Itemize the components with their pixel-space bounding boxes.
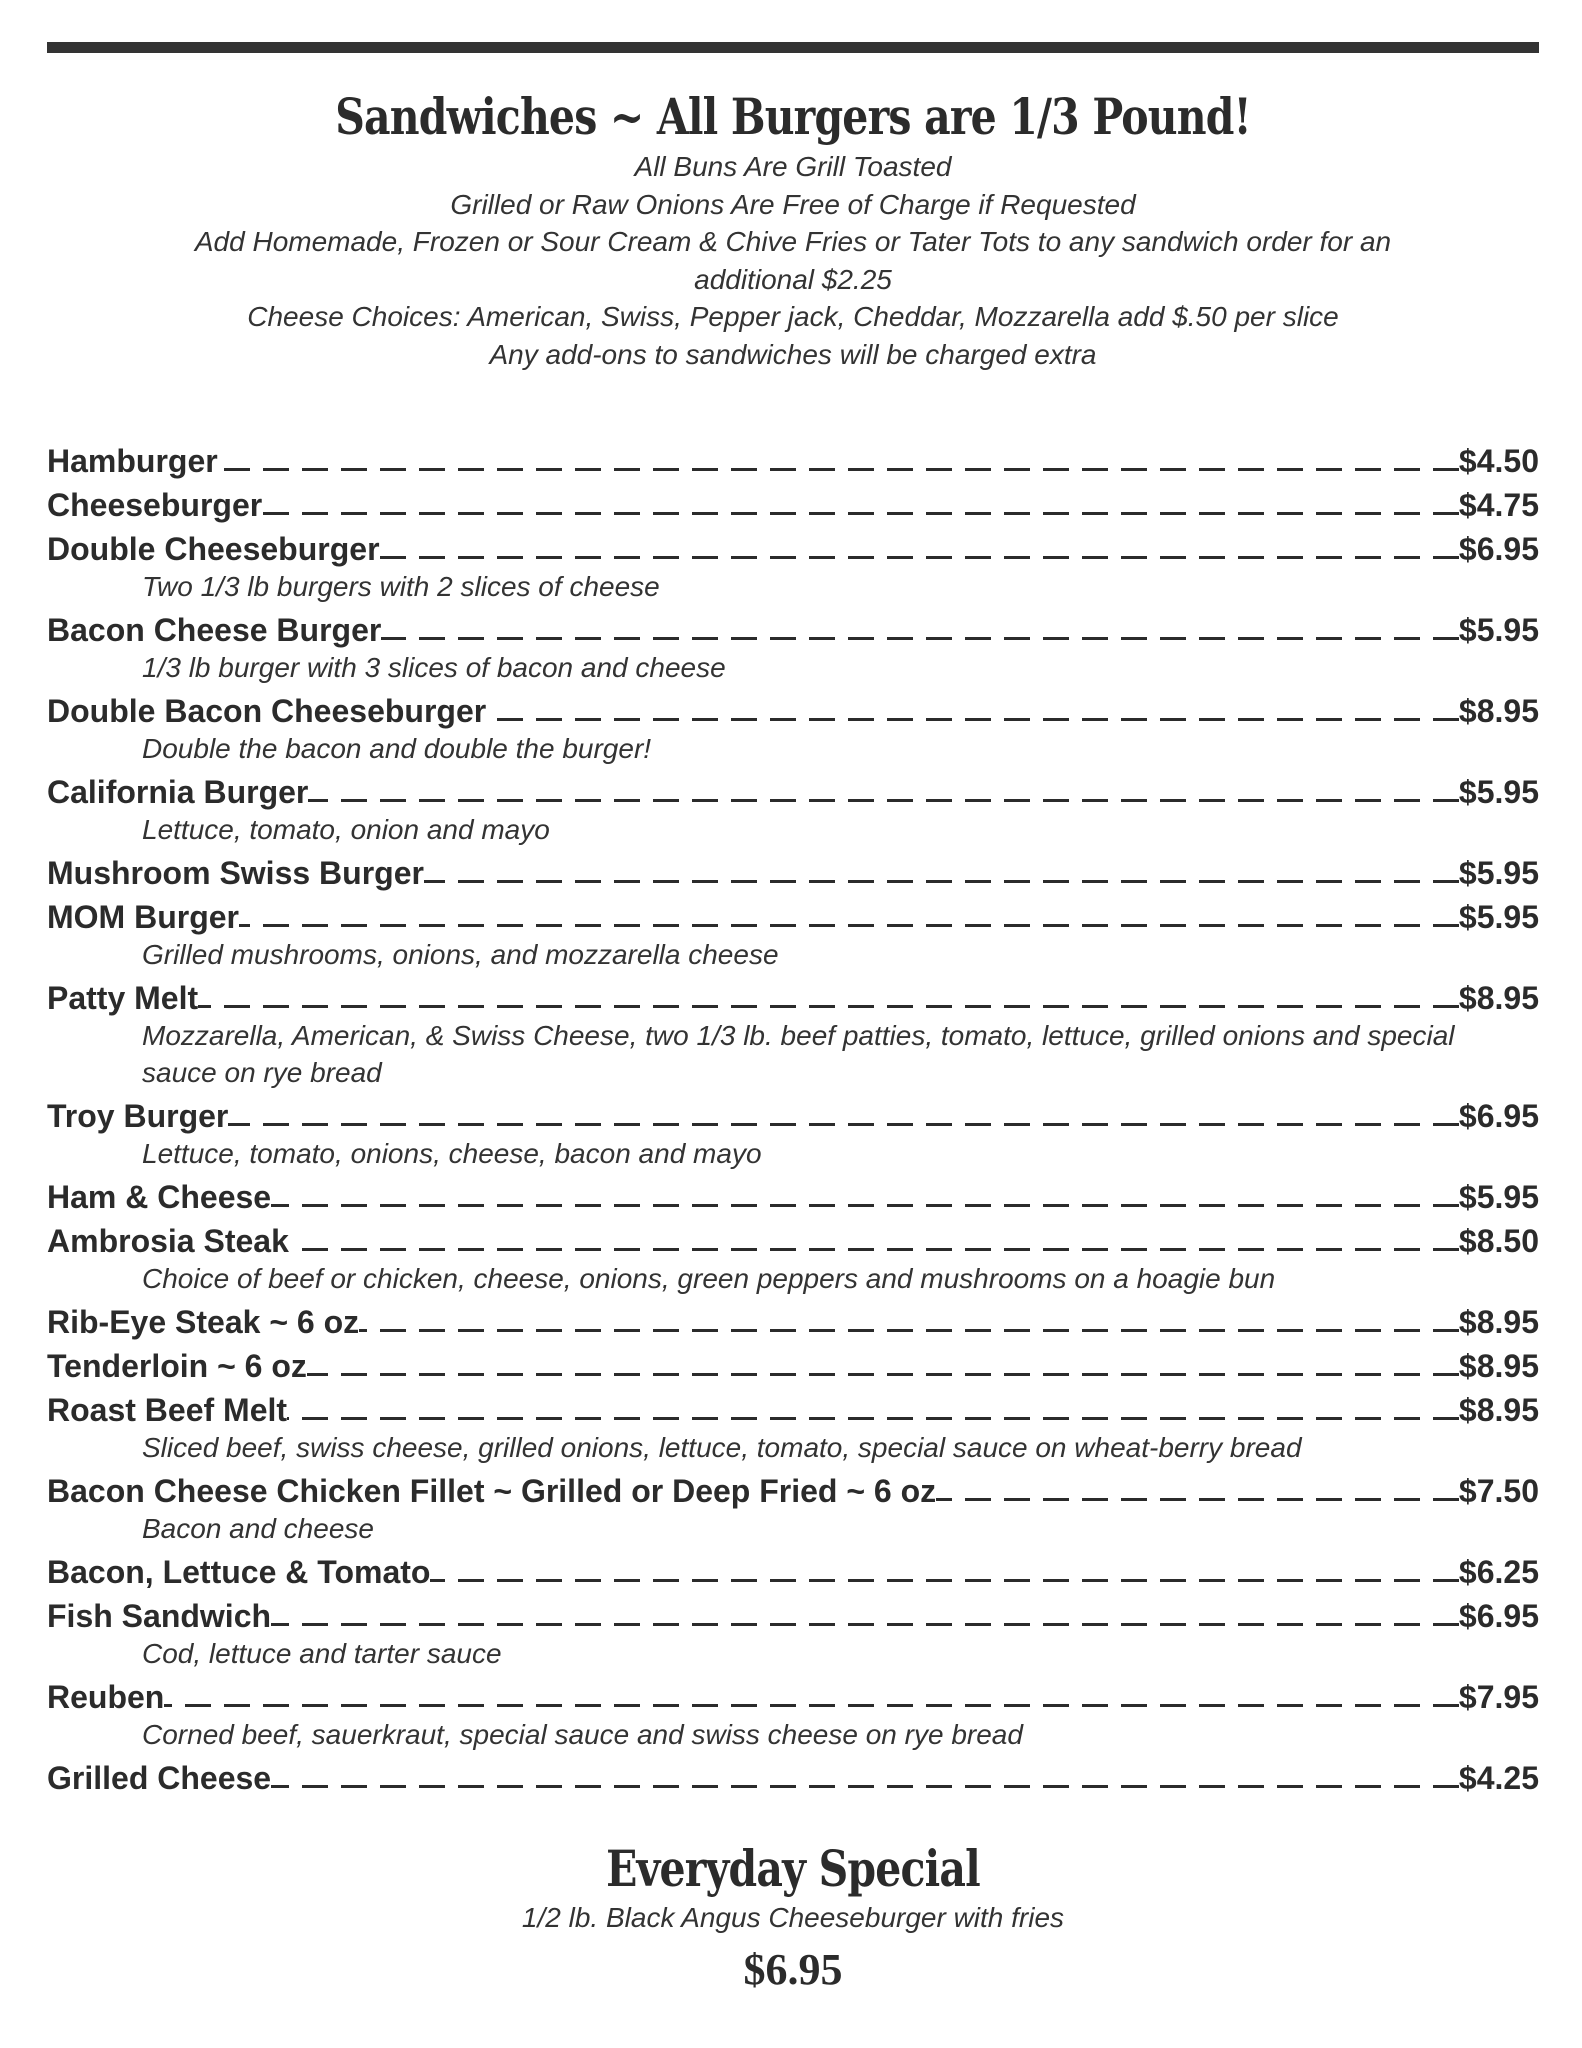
menu-item-price: $4.75 [1458, 487, 1539, 523]
menu-item-description: Two 1/3 lb burgers with 2 slices of cheese [142, 571, 660, 602]
menu-item-name: Fish Sandwich [47, 1598, 272, 1634]
menu-item-price: $8.95 [1458, 1392, 1539, 1428]
menu-item-name: Roast Beef Melt [47, 1392, 288, 1428]
menu-item-row [47, 1385, 1539, 1429]
dotted-leader [239, 924, 1459, 927]
menu-item-price: $5.95 [1458, 855, 1539, 891]
menu-item-description: Grilled mushrooms, onions, and mozzarella cheese [142, 939, 779, 970]
top-rule [47, 42, 1539, 53]
menu-item-name: Troy Burger [47, 1098, 229, 1134]
dotted-leader [308, 799, 1459, 802]
menu-item-description: Mozzarella, American, & Swiss Cheese, two 1/3 lb. beef patties, tomato, lettuce, grilled onions and special sauce on rye bread [142, 1020, 1455, 1088]
menu-item-description: Lettuce, tomato, onions, cheese, bacon and mayo [142, 1138, 762, 1169]
menu-item-price: $8.95 [1458, 980, 1539, 1016]
everyday-special [47, 1838, 1539, 2000]
menu-item-row [47, 686, 1539, 730]
dotted-leader [430, 1579, 1458, 1582]
menu-item-price: $7.95 [1458, 1679, 1539, 1715]
menu-item [47, 480, 1539, 524]
menu-item-price: $6.25 [1458, 1554, 1539, 1590]
menu-list [47, 436, 1539, 1797]
menu-item-name: California Burger [47, 774, 309, 810]
menu-item [47, 1672, 1539, 1753]
menu-item-row [47, 1341, 1539, 1385]
menu-item-row [47, 1172, 1539, 1216]
menu-item-name: MOM Burger [47, 899, 239, 935]
header-notes [47, 148, 1539, 373]
dotted-leader [164, 1704, 1459, 1707]
menu-item-price: $4.50 [1458, 443, 1539, 479]
menu-item [47, 892, 1539, 973]
menu-item-price: $8.50 [1458, 1223, 1539, 1259]
note-buns: All Buns Are Grill Toasted [634, 151, 952, 182]
menu-item [47, 1466, 1539, 1547]
menu-header [47, 86, 1539, 373]
menu-item-description: Cod, lettuce and tarter sauce [142, 1638, 502, 1669]
menu-item-description: Choice of beef or chicken, cheese, onions, green peppers and mushrooms on a hoagie bun [142, 1263, 1276, 1294]
menu-item [47, 524, 1539, 605]
dotted-leader [307, 1373, 1459, 1376]
dotted-leader [218, 468, 1459, 471]
menu-item-price: $6.95 [1458, 1098, 1539, 1134]
menu-item-description: Bacon and cheese [142, 1513, 374, 1544]
menu-item [47, 1341, 1539, 1385]
menu-item-row [47, 1091, 1539, 1135]
menu-item-price: $8.95 [1458, 1304, 1539, 1340]
menu-item-row [47, 767, 1539, 811]
menu-item-row [47, 1297, 1539, 1341]
dotted-leader [936, 1498, 1459, 1501]
menu-item-price: $8.95 [1458, 1348, 1539, 1384]
menu-item-name: Ham & Cheese [47, 1179, 272, 1215]
special-description: 1/2 lb. Black Angus Cheeseburger with fries [521, 1902, 1065, 1933]
menu-item-price: $6.95 [1458, 531, 1539, 567]
menu-item-name: Hamburger [47, 443, 218, 479]
menu-item-name: Grilled Cheese [47, 1760, 272, 1796]
special-price: $6.95 [743, 1945, 843, 1994]
menu-item-price: $5.95 [1458, 1179, 1539, 1215]
menu-item-row [47, 1466, 1539, 1510]
menu-item-name: Bacon Cheese Burger [47, 612, 382, 648]
dotted-leader [381, 637, 1459, 640]
menu-item-price: $7.50 [1458, 1473, 1539, 1509]
dotted-leader [228, 1123, 1459, 1126]
menu-item-name: Rib-Eye Steak ~ 6 oz [47, 1304, 360, 1340]
menu-item-price: $5.95 [1458, 612, 1539, 648]
dotted-leader [271, 1623, 1459, 1626]
note-onions: Grilled or Raw Onions Are Free of Charge if Requested [450, 188, 1136, 220]
dotted-leader [486, 718, 1459, 721]
menu-item [47, 973, 1539, 1091]
dotted-leader [262, 512, 1459, 515]
menu-item-row [47, 436, 1539, 480]
menu-item [47, 1547, 1539, 1591]
menu-item-name: Bacon, Lettuce & Tomato [47, 1554, 431, 1590]
menu-item [47, 1091, 1539, 1172]
dotted-leader [359, 1329, 1459, 1332]
menu-item-name: Reuben [47, 1679, 165, 1715]
menu-item-description: 1/3 lb burger with 3 slices of bacon and cheese [142, 652, 726, 683]
note-addons: Any add-ons to sandwiches will be charged extra [489, 338, 1097, 370]
menu-item-row [47, 1753, 1539, 1797]
menu-item-row [47, 973, 1539, 1017]
menu-item-price: $8.95 [1458, 693, 1539, 729]
dotted-leader [198, 1005, 1459, 1008]
menu-item [47, 1216, 1539, 1297]
dotted-leader [287, 1417, 1459, 1420]
menu-item [47, 1172, 1539, 1216]
menu-item-name: Patty Melt [47, 980, 199, 1016]
dotted-leader [424, 880, 1459, 883]
menu-item [47, 1591, 1539, 1672]
menu-item-row [47, 1672, 1539, 1716]
menu-item-price: $6.95 [1458, 1598, 1539, 1634]
menu-item-name: Bacon Cheese Chicken Fillet ~ Grilled or Deep Fried ~ 6 oz [47, 1473, 937, 1509]
menu-item-price: $5.95 [1458, 899, 1539, 935]
menu-item-name: Cheeseburger [47, 487, 263, 523]
special-title: Everyday Special [606, 1839, 980, 1898]
note-fries-price: additional $2.25 [694, 263, 892, 295]
menu-item-row [47, 1591, 1539, 1635]
dotted-leader [271, 1785, 1459, 1788]
note-cheese: Cheese Choices: American, Swiss, Pepper jack, Cheddar, Mozzarella add $.50 per slice [247, 301, 1339, 332]
menu-item-row [47, 480, 1539, 524]
menu-item-price: $5.95 [1458, 774, 1539, 810]
menu-item-name: Double Cheeseburger [47, 531, 380, 567]
menu-item [47, 1385, 1539, 1466]
menu-item-name: Double Bacon Cheeseburger [47, 693, 487, 729]
menu-item-row [47, 605, 1539, 649]
menu-item-name: Ambrosia Steak [47, 1223, 289, 1259]
menu-item [47, 436, 1539, 480]
menu-item [47, 1753, 1539, 1797]
menu-item [47, 1297, 1539, 1341]
dotted-leader [271, 1204, 1459, 1207]
menu-item-description: Corned beef, sauerkraut, special sauce and swiss cheese on rye bread [142, 1719, 1023, 1750]
menu-item-description: Sliced beef, swiss cheese, grilled onions, lettuce, tomato, special sauce on wheat-berry bread [142, 1432, 1302, 1463]
menu-item-price: $4.25 [1458, 1760, 1539, 1796]
menu-item-description: Lettuce, tomato, onion and mayo [142, 814, 550, 845]
menu-item-row [47, 1216, 1539, 1260]
menu-item [47, 605, 1539, 686]
menu-item [47, 686, 1539, 767]
page-title: Sandwiches ~ All Burgers are 1/3 Pound! [335, 87, 1251, 146]
menu-item-description: Double the bacon and double the burger! [142, 733, 652, 764]
menu-item-name: Mushroom Swiss Burger [47, 855, 424, 891]
dotted-leader [289, 1248, 1459, 1251]
menu-item-row [47, 1547, 1539, 1591]
menu-item-row [47, 892, 1539, 936]
note-fries: Add Homemade, Frozen or Sour Cream & Chive Fries or Tater Tots to any sandwich order for an [194, 226, 1392, 257]
menu-item-name: Tenderloin ~ 6 oz [47, 1348, 307, 1384]
menu-item [47, 848, 1539, 892]
dotted-leader [380, 556, 1459, 559]
menu-item-row [47, 848, 1539, 892]
menu-item [47, 767, 1539, 848]
menu-item-row [47, 524, 1539, 568]
